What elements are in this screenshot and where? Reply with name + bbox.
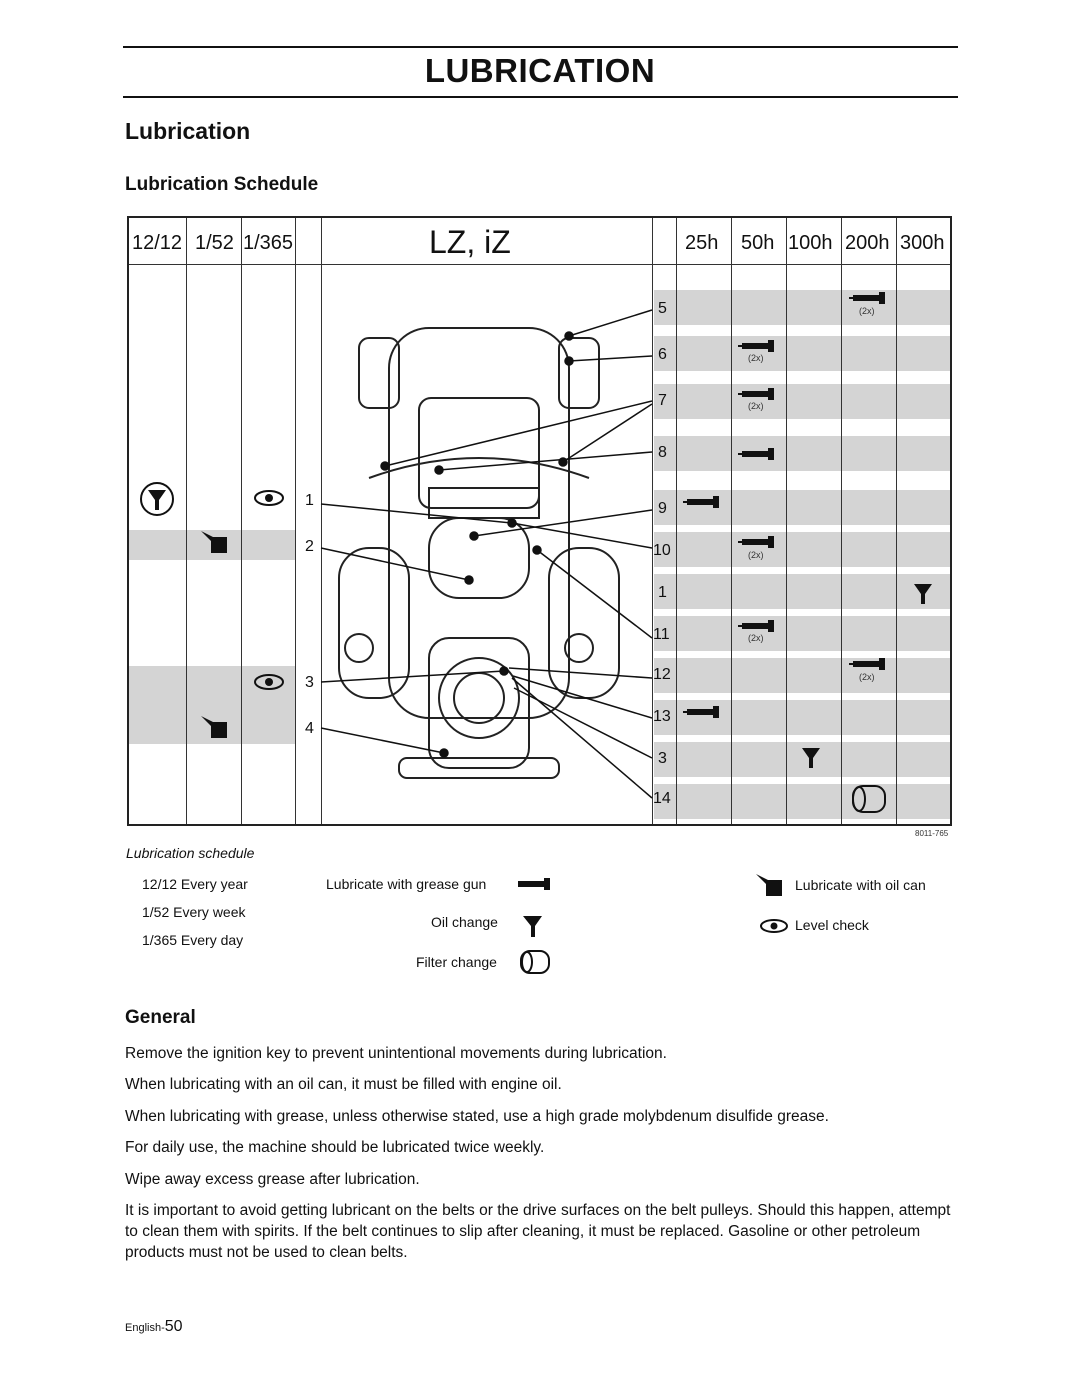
legend-every-day: 1/365 Every day — [142, 932, 244, 948]
paragraph: Remove the ignition key to prevent unintentional movements during lubrication. — [125, 1045, 667, 1062]
row-number: 9 — [658, 500, 667, 517]
oil-change-icon — [523, 916, 542, 937]
general-title: General — [125, 1007, 196, 1028]
schedule-title: Lubrication Schedule — [125, 174, 319, 195]
legend-oil-change: Oil change — [431, 914, 498, 930]
filter-change-icon — [521, 951, 549, 973]
hour-header-300: 300h — [900, 232, 945, 254]
row-number: 3 — [658, 750, 667, 767]
multiplier-label: (2x) — [748, 550, 764, 560]
row-number: 7 — [658, 392, 667, 409]
row-number: 6 — [658, 346, 667, 363]
row-number: 1 — [305, 492, 314, 509]
footer-language: English- — [125, 1322, 165, 1334]
hour-header-100: 100h — [788, 232, 833, 254]
legend-filter-change: Filter change — [416, 954, 497, 970]
model-header: LZ, iZ — [429, 224, 511, 260]
freq-header-yearly: 12/12 — [132, 232, 183, 254]
row-number: 3 — [305, 674, 314, 691]
row-number: 4 — [305, 720, 314, 737]
page-banner: LUBRICATION — [424, 52, 656, 89]
section-title: Lubrication — [125, 118, 251, 144]
row-number: 10 — [653, 542, 671, 559]
page-footer — [125, 1318, 183, 1336]
multiplier-label: (2x) — [859, 672, 875, 682]
freq-header-weekly: 1/52 — [195, 232, 234, 254]
row-number: 14 — [653, 790, 671, 807]
row-number: 8 — [658, 444, 667, 461]
legend-grease-gun: Lubricate with grease gun — [326, 876, 487, 892]
row-number: 5 — [658, 300, 667, 317]
row-number: 12 — [653, 666, 671, 683]
legend-every-year: 12/12 Every year — [142, 876, 248, 892]
hour-header-200: 200h — [845, 232, 890, 254]
multiplier-label: (2x) — [748, 401, 764, 411]
paragraph: When lubricating with an oil can, it must be filled with engine oil. — [125, 1076, 562, 1093]
paragraph: For daily use, the machine should be lubricated twice weekly. — [125, 1139, 545, 1156]
freq-header-daily: 1/365 — [243, 232, 294, 254]
oil-can-icon — [756, 874, 782, 896]
row-number: 13 — [653, 708, 671, 725]
grease-gun-icon — [518, 878, 550, 890]
row-number: 11 — [653, 626, 670, 643]
level-check-icon — [761, 920, 787, 932]
legend-oil-can: Lubricate with oil can — [795, 877, 926, 893]
figure-caption: Lubrication schedule — [126, 845, 255, 861]
paragraph: When lubricating with grease, unless otherwise stated, use a high grade molybdenum disulfide grease. — [125, 1108, 829, 1125]
page-number: 50 — [164, 1318, 183, 1335]
drawing-code: 8011-765 — [915, 829, 949, 838]
row-number: 1 — [658, 584, 667, 601]
hour-header-25: 25h — [685, 232, 719, 254]
row-number: 2 — [305, 538, 314, 555]
multiplier-label: (2x) — [748, 353, 764, 363]
multiplier-label: (2x) — [748, 633, 764, 643]
legend-every-week: 1/52 Every week — [142, 904, 246, 920]
legend-level-check: Level check — [795, 917, 869, 933]
hour-header-50: 50h — [741, 232, 775, 254]
paragraph: Wipe away excess grease after lubrication. — [125, 1171, 420, 1188]
multiplier-label: (2x) — [859, 306, 875, 316]
paragraph: It is important to avoid getting lubricant on the belts or the drive surfaces on the belt pulleys. Should this happen, attempt to clean them with spirits. If the belt continues to slip after cleaning, it must be replaced. Gasoline or other petroleum products must not be used to clean belts. — [125, 1202, 951, 1261]
